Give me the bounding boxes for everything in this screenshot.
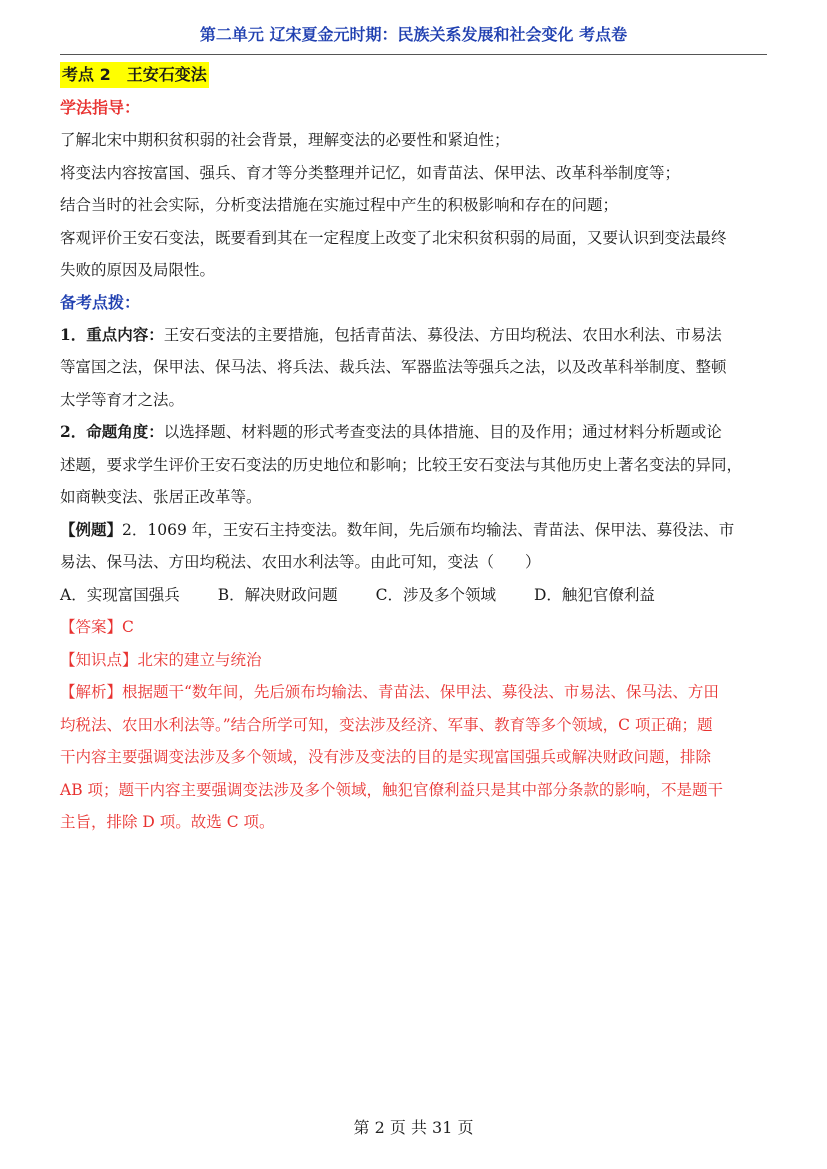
option-a: A．实现富国强兵: [60, 585, 180, 604]
exam-point-2: [60, 416, 767, 449]
study-guide-line: 客观评价王安石变法，既要看到其在一定程度上改变了北宋积贫积弱的局面，又要认识到变法最终: [60, 228, 727, 247]
exam-point-2-line: 述题，要求学生评价王安石变法的历史地位和影响；比较王安石变法与其他历史上著名变法的异同，: [60, 455, 743, 474]
answer-options: [60, 579, 767, 612]
page-header-title: 第二单元 辽宋夏金元时期：民族关系发展和社会变化 考点卷: [199, 25, 628, 44]
option-b: B．解决财政问题: [217, 585, 338, 604]
example-question: [60, 514, 767, 547]
study-guide-heading: 学法指导：: [60, 98, 141, 117]
exam-point-1-text: 王安石变法的主要措施，包括青苗法、募役法、方田均税法、农田水利法、市易法: [163, 325, 722, 344]
exam-point-2-text: 以选择题、材料题的形式考查变法的具体措施、目的及作用；通过材料分析题或论: [163, 423, 722, 441]
option-d: D．触犯官僚利益: [533, 585, 655, 604]
exam-point-2-line: 如商鞅变法、张居正改革等。: [60, 488, 262, 506]
exam-point-1-line: 太学等育才之法。: [60, 390, 185, 409]
option-c: C．涉及多个领域: [375, 585, 496, 604]
analysis-line: AB 项；题干内容主要强调变法涉及多个领域，触犯官僚利益只是其中部分条款的影响，不是题干: [60, 780, 724, 799]
page-content: [60, 60, 767, 839]
exam-points-heading: 备考点拨：: [60, 292, 141, 312]
analysis-line: 【解析】根据题干“数年间，先后颁布均输法、青苗法、保甲法、募役法、市易法、保马法、方田: [60, 683, 719, 701]
example-label: 【例题】: [60, 519, 123, 539]
example-line: 易法、保马法、方田均税法、农田水利法等。由此可知，变法（ ）: [60, 553, 541, 571]
exam-point-1-label: 1．重点内容：: [60, 324, 164, 344]
analysis-line: 均税法、农田水利法等。”结合所学可知，变法涉及经济、军事、教育等多个领域，C 项正确；题: [60, 715, 713, 734]
exam-point-2-label: 2．命题角度：: [60, 422, 164, 441]
study-guide-line: 失败的原因及局限性。: [60, 261, 216, 279]
answer-line: 【答案】C: [60, 618, 134, 636]
analysis-line: 主旨，排除 D 项。故选 C 项。: [60, 813, 275, 831]
exam-point-1: [60, 319, 767, 352]
study-guide-line: 将变法内容按富国、强兵、育才等分类整理并记忆，如青苗法、保甲法、改革科举制度等；: [60, 163, 681, 182]
knowledge-line: 【知识点】北宋的建立与统治: [60, 650, 262, 669]
kaodian-title: 考点 2 王安石变法: [60, 62, 209, 88]
study-guide-line: 结合当时的社会实际，分析变法措施在实施过程中产生的积极影响和存在的问题；: [60, 196, 619, 214]
page-number: 第 2 页 共 31 页: [353, 1118, 474, 1137]
header-divider: [60, 54, 767, 55]
analysis-line: 干内容主要强调变法涉及多个领域，没有涉及变法的目的是实现富国强兵或解决财政问题，排除: [60, 748, 712, 766]
study-guide-line: 了解北宋中期积贫积弱的社会背景，理解变法的必要性和紧迫性；: [60, 131, 510, 149]
exam-point-1-line: 等富国之法，保甲法、保马法、将兵法、裁兵法、军器监法等强兵之法，以及改革科举制度、整顿: [60, 358, 727, 376]
example-text: 2．1069 年，王安石主持变法。数年间，先后颁布均输法、青苗法、保甲法、募役法、市: [122, 520, 735, 539]
